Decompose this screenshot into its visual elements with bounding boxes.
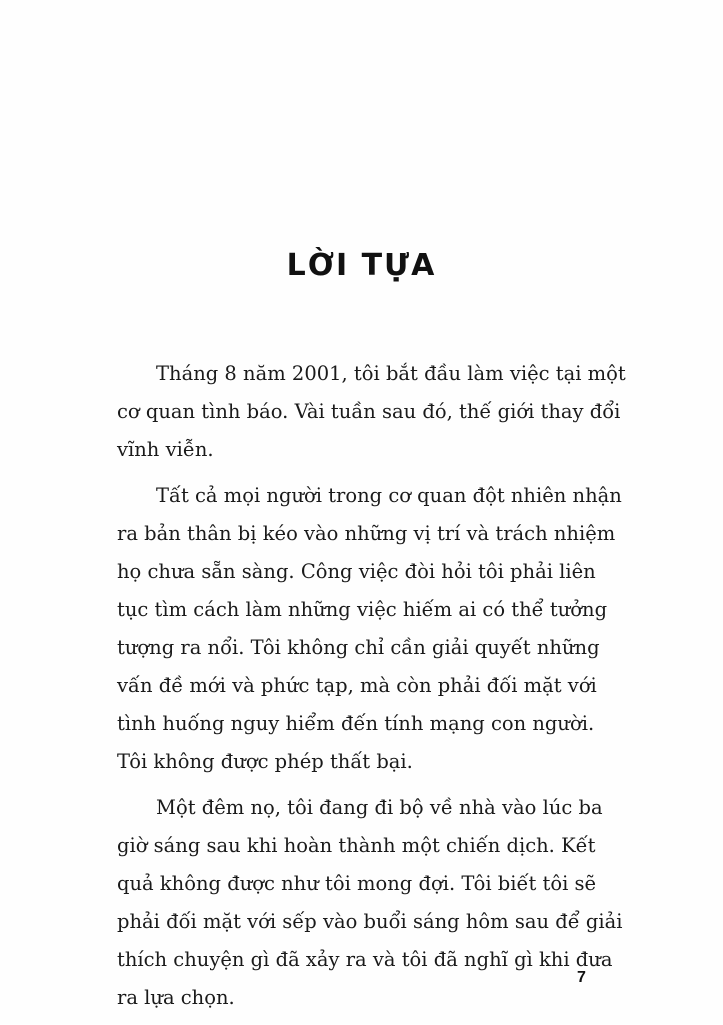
text-line: giờ sáng sau khi hoàn thành một chiến dịch. Kết [117, 834, 596, 857]
text-line: tượng ra nổi. Tôi không chỉ cần giải quyết những [117, 636, 600, 659]
text-line: phải đối mặt với sếp vào buổi sáng hôm sau để giải [117, 910, 623, 933]
chapter-title: LỜI TỰA [286, 248, 437, 283]
body-text [117, 355, 626, 1025]
text-line: tình huống nguy hiểm đến tính mạng con người. [117, 712, 595, 735]
text-line: cơ quan tình báo. Vài tuần sau đó, thế giới thay đổi [117, 400, 621, 423]
text-line: quả không được như tôi mong đợi. Tôi biết tôi sẽ [117, 872, 597, 895]
text-line: tục tìm cách làm những việc hiếm ai có thể tưởng [117, 598, 608, 621]
text-line: Tháng 8 năm 2001, tôi bắt đầu làm việc tại một [156, 362, 626, 385]
text-line: họ chưa sẵn sàng. Công việc đòi hỏi tôi phải liên [117, 560, 596, 583]
paragraph-1 [117, 355, 626, 469]
text-line: thích chuyện gì đã xảy ra và tôi đã nghĩ gì khi đưa [117, 948, 613, 971]
text-line: vấn đề mới và phức tạp, mà còn phải đối mặt với [117, 674, 597, 697]
text-line: Một đêm nọ, tôi đang đi bộ về nhà vào lúc ba [156, 796, 603, 819]
text-line: vĩnh viễn. [117, 438, 214, 461]
paragraph-3 [117, 789, 623, 1017]
text-line: ra lựa chọn. [117, 986, 235, 1009]
text-line: ra bản thân bị kéo vào những vị trí và trách nhiệm [117, 522, 616, 545]
text-line: Tôi không được phép thất bại. [117, 750, 413, 773]
paragraph-2 [117, 477, 622, 781]
page-number: 7 [577, 969, 586, 986]
text-line: Tất cả mọi người trong cơ quan đột nhiên nhận [156, 484, 622, 507]
